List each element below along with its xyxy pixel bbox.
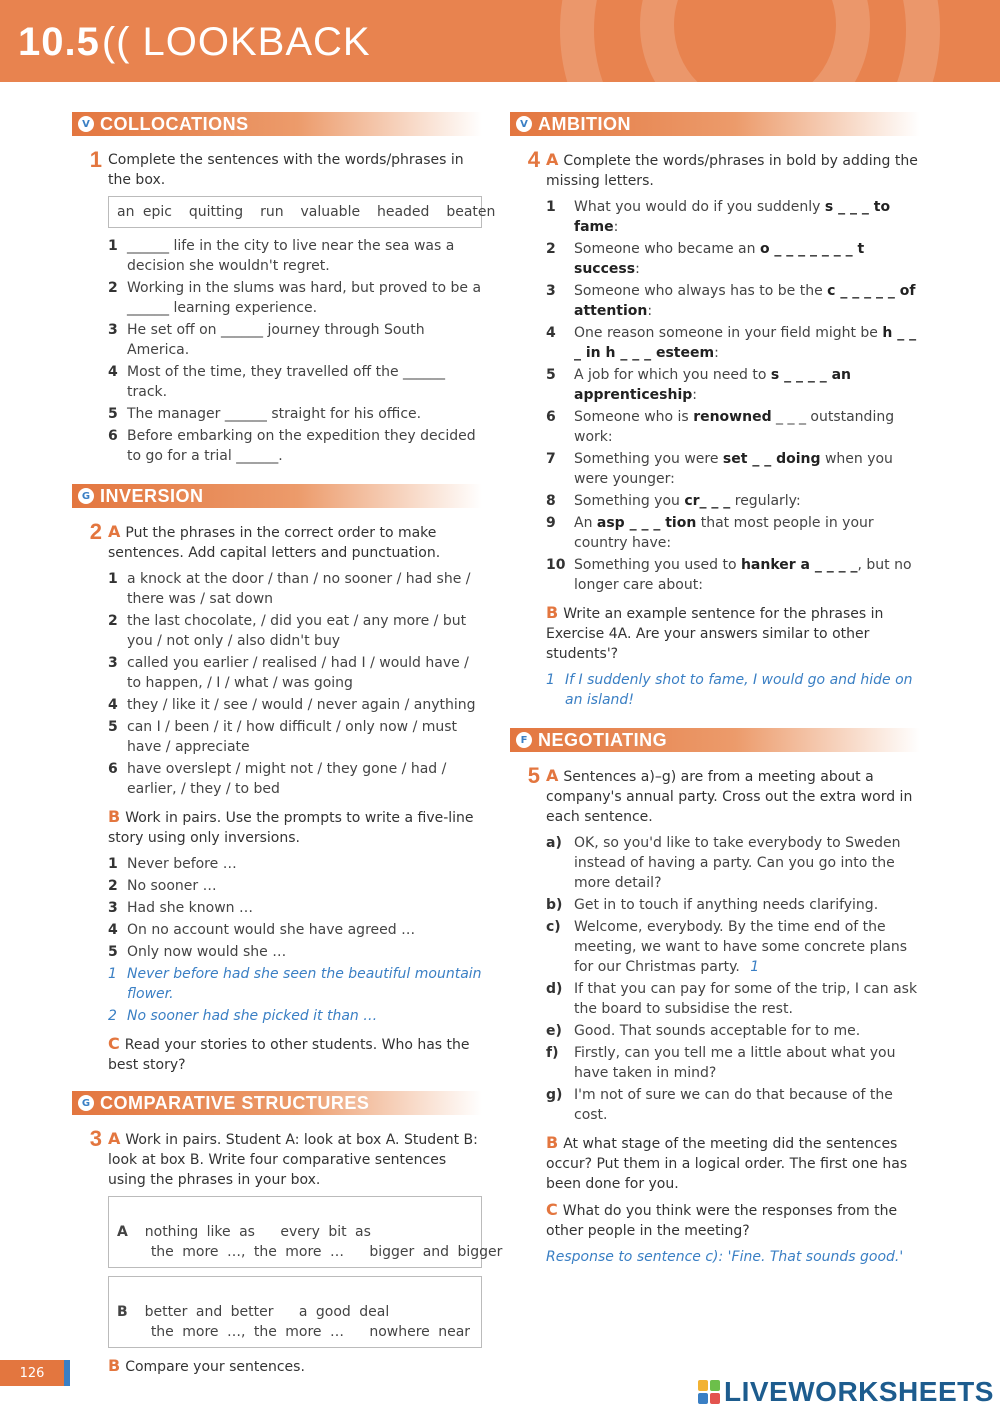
grammar-icon: G — [78, 488, 94, 504]
exercise-5b — [546, 1133, 920, 1194]
list-item[interactable]: 2 Working in the slums was hard, but proved to be a ______ learning experience. — [108, 280, 482, 316]
exercise-instruction: Work in pairs. Student A: look at box A. Student B: look at box B. Write four comparative sentences using the phrases in your box. — [108, 1132, 478, 1188]
section-inversion — [72, 484, 482, 508]
section-title: COMPARATIVE STRUCTURES — [100, 1092, 370, 1113]
vocabulary-icon: V — [516, 116, 532, 132]
exercise-4a — [510, 147, 920, 191]
list-item[interactable]: 6 have overslept / might not / they gone / had / earlier, / they / to bed — [108, 761, 447, 797]
list-item[interactable]: g) I'm not of sure we can do that because of the cost. — [546, 1087, 893, 1123]
grammar-icon: G — [78, 1095, 94, 1111]
list-item[interactable]: 5 can I / been / it / how difficult / only now / must have / appreciate — [108, 719, 458, 755]
answer-mark: 1 — [750, 959, 760, 975]
exercise-4b-model — [546, 670, 920, 710]
box-label: A — [117, 1224, 128, 1240]
exercise-2a — [72, 519, 482, 563]
exercise-3a — [72, 1126, 482, 1190]
right-column — [510, 112, 920, 1273]
list-item[interactable]: 2 the last chocolate, / did you eat / any more / but you / not only / also didn't buy — [108, 613, 467, 649]
function-icon: F — [516, 732, 532, 748]
list-item[interactable]: 2 Someone who became an o _ _ _ _ _ _ _ t success: — [546, 241, 865, 277]
exercise-instruction: Put the phrases in the correct order to make sentences. Add capital letters and punctuation. — [108, 525, 441, 561]
model-answer: 1 If I suddenly shot to fame, I would go and hide on an island! — [546, 672, 913, 708]
model-answer: 1 Never before had she seen the beautiful mountain flower. — [108, 966, 482, 1002]
left-column — [72, 112, 503, 1383]
list-item[interactable]: f) Firstly, can you tell me a little about what you have taken in mind? — [546, 1045, 896, 1081]
exercise-letter: A — [108, 522, 121, 541]
unit-number: 10.5 — [18, 20, 100, 64]
section-title: NEGOTIATING — [538, 729, 668, 750]
brand-logo[interactable] — [698, 1376, 994, 1408]
phrase-box-a — [108, 1196, 503, 1268]
exercise-5c — [546, 1200, 920, 1241]
list-item[interactable]: e) Good. That sounds acceptable for to me. — [546, 1023, 861, 1039]
page-title — [18, 20, 371, 65]
list-item[interactable]: 1 Never before … — [108, 856, 237, 872]
exercise-instruction: What do you think were the responses from the other people in the meeting? — [546, 1203, 898, 1239]
model-answer: Response to sentence c): 'Fine. That sounds good.' — [546, 1249, 904, 1265]
list-item[interactable]: 4 they / like it / see / would / never again / anything — [108, 697, 476, 713]
list-item[interactable]: 4 Most of the time, they travelled off the ______ track. — [108, 364, 446, 400]
brand-text: LIVEWORKSHEETS — [724, 1376, 994, 1407]
audio-icon: (( — [101, 20, 131, 64]
exercise-number: 4 — [527, 147, 540, 172]
page-number-accent — [64, 1360, 70, 1386]
header-decoration — [640, 0, 870, 82]
exercise-letter: B — [546, 603, 559, 622]
page-number: 126 — [0, 1360, 64, 1386]
model-answer: 2 No sooner had she picked it than … — [108, 1008, 378, 1024]
list-item[interactable]: 5 The manager ______ straight for his office. — [108, 406, 422, 422]
section-title: AMBITION — [538, 113, 631, 134]
list-item[interactable]: 4 One reason someone in your field might be h _ _ _ in h _ _ _ esteem: — [546, 325, 917, 361]
box-line: nothing like as every bit as — [144, 1224, 371, 1240]
exercise-2c — [108, 1034, 482, 1075]
exercise-instruction: Complete the sentences with the words/phrases in the box. — [108, 152, 464, 188]
list-item[interactable]: c) Welcome, everybody. By the time end of the meeting, we want to have some concrete plans for our Christmas party. 1 — [546, 919, 908, 975]
box-line: the more …, the more … nowhere near — [150, 1324, 471, 1340]
list-item[interactable]: 2 No sooner … — [108, 878, 217, 894]
list-item[interactable]: 7 Something you were set _ _ doing when you were younger: — [546, 451, 893, 487]
list-item[interactable]: 6 Before embarking on the expedition they decided to go for a trial ______. — [108, 428, 476, 464]
exercise-1-items — [108, 236, 482, 466]
list-item[interactable]: 9 An asp _ _ _ tion that most people in your country have: — [546, 515, 874, 551]
exercise-2a-items — [108, 569, 482, 799]
exercise-instruction: Write an example sentence for the phrases in Exercise 4A. Are your answers similar to other students'? — [546, 606, 884, 662]
section-title: COLLOCATIONS — [100, 113, 249, 134]
box-line: the more …, the more … bigger and bigger — [150, 1244, 503, 1260]
list-item[interactable]: a) OK, so you'd like to take everybody to Sweden instead of having a party. Can you go into the more detail? — [546, 835, 901, 891]
list-item[interactable]: 3 He set off on ______ journey through South America. — [108, 322, 425, 358]
lookback-title: LOOKBACK — [142, 20, 371, 64]
exercise-letter: B — [108, 807, 121, 826]
section-title: INVERSION — [100, 485, 204, 506]
exercise-instruction: At what stage of the meeting did the sentences occur? Put them in a logical order. The first one has been done for you. — [546, 1136, 908, 1192]
exercise-instruction: Read your stories to other students. Who has the best story? — [108, 1037, 470, 1073]
exercise-instruction: Sentences a)–g) are from a meeting about a company's annual party. Cross out the extra word in each sentence. — [546, 769, 913, 825]
exercise-instruction: Complete the words/phrases in bold by adding the missing letters. — [546, 153, 918, 189]
section-comparative-structures — [72, 1091, 482, 1115]
word-box: an epic quitting run valuable headed beaten — [108, 196, 482, 228]
exercise-number: 3 — [89, 1126, 102, 1151]
list-item[interactable]: 5 A job for which you need to s _ _ _ _ an apprenticeship: — [546, 367, 851, 403]
exercise-1 — [72, 147, 482, 190]
list-item[interactable]: 1 ______ life in the city to live near the sea was a decision she wouldn't regret. — [108, 238, 455, 274]
list-item[interactable]: 4 On no account would she have agreed … — [108, 922, 416, 938]
list-item[interactable]: 8 Something you cr_ _ _ regularly: — [546, 493, 801, 509]
exercise-instruction: Work in pairs. Use the prompts to write a five-line story using only inversions. — [108, 810, 474, 846]
phrase-box-b — [108, 1276, 482, 1348]
list-item[interactable]: d) If that you can pay for some of the trip, I can ask the board to subsidise the rest. — [546, 981, 918, 1017]
exercise-2b-items — [108, 854, 482, 1026]
exercise-letter: C — [108, 1034, 120, 1053]
section-negotiating — [510, 728, 920, 752]
list-item[interactable]: 3 called you earlier / realised / had I / would have / to happen, / I / what / was going — [108, 655, 469, 691]
exercise-letter: A — [546, 766, 559, 785]
exercise-letter: A — [108, 1129, 121, 1148]
list-item[interactable]: 3 Someone who always has to be the c _ _ _ _ _ of attention: — [546, 283, 916, 319]
list-item[interactable]: b) Get in to touch if anything needs clarifying. — [546, 897, 879, 913]
list-item[interactable]: 10 Something you used to hanker a _ _ _ _, but no longer care about: — [546, 557, 912, 593]
box-label: B — [117, 1304, 128, 1320]
section-ambition — [510, 112, 920, 136]
exercise-number: 5 — [527, 763, 540, 788]
exercise-4a-items — [546, 197, 920, 595]
list-item[interactable]: 1 What you would do if you suddenly s _ _ _ to fame: — [546, 199, 891, 235]
exercise-letter: A — [546, 150, 559, 169]
page-header — [0, 0, 1000, 82]
exercise-4b — [546, 603, 920, 664]
exercise-number: 1 — [89, 147, 102, 172]
box-line: better and better a good deal — [144, 1304, 390, 1320]
vocabulary-icon: V — [78, 116, 94, 132]
exercise-number: 2 — [89, 519, 102, 544]
list-item[interactable]: 1 a knock at the door / than / no sooner / had she / there was / sat down — [108, 571, 471, 607]
exercise-letter: B — [108, 1356, 121, 1375]
section-collocations — [72, 112, 482, 136]
exercise-2b — [108, 807, 482, 848]
exercise-3b — [108, 1356, 482, 1377]
liveworksheets-icon — [698, 1380, 720, 1404]
list-item[interactable]: 6 Someone who is renowned _ _ _ outstanding work: — [546, 409, 895, 445]
list-item[interactable]: 5 Only now would she … — [108, 944, 287, 960]
exercise-letter: C — [546, 1200, 558, 1219]
exercise-instruction: Compare your sentences. — [125, 1359, 305, 1375]
list-item[interactable]: 3 Had she known … — [108, 900, 253, 916]
exercise-5a — [510, 763, 920, 827]
exercise-letter: B — [546, 1133, 559, 1152]
exercise-5a-items — [546, 833, 920, 1125]
